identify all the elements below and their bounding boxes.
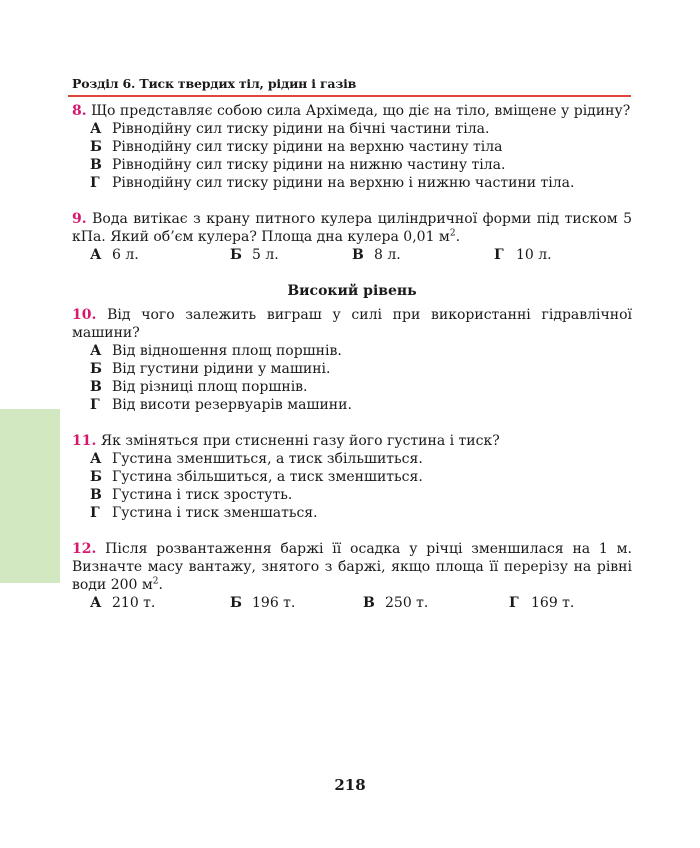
page-content (72, 102, 632, 612)
option-g: Г Від висоти резервуарів машини. (90, 397, 352, 413)
question-8 (72, 102, 632, 192)
option-b: Б Від густини рідини у машині. (90, 361, 331, 377)
question-text: Від чого залежить виграш у силі при використанні гідравлічної машини? (72, 307, 632, 341)
page-number: 218 (334, 776, 366, 794)
option-g: Г 169 т. (509, 595, 575, 611)
option-v: В 250 т. (363, 595, 429, 611)
question-number: 11. (72, 433, 97, 449)
option-a: А Рівнодійну сил тиску рідини на бічні частини тіла. (90, 121, 490, 137)
header-divider (68, 95, 631, 97)
option-v: В Від різниці площ поршнів. (90, 379, 308, 395)
question-text: Як зміняться при стисненні газу його густина і тиск? (100, 433, 500, 449)
option-g: Г Рівнодійну сил тиску рідини на верхню і нижню частини тіла. (90, 175, 575, 191)
option-v: В Рівнодійну сил тиску рідини на нижню частину тіла. (90, 157, 506, 173)
question-number: 8. (72, 103, 87, 119)
question-text: Вода витікає з крану питного кулера циліндричної форми під тиском 5 кПа. Який об’єм кулера? Площа дна кулера 0,01 м (72, 211, 632, 245)
question-9: 9. Вода витікає з крану питного кулера циліндричної форми під тиском 5 кПа. Який об’єм кулера? Площа дна кулера 0,01 $м^2$. А 6 л. Б 5 л. В 8 л. Г 10 л. (72, 211, 632, 263)
option-b: Б 5 л. (230, 247, 279, 263)
question-number: 9. (72, 211, 87, 227)
question-text: Після розвантаження баржі її осадка у річці зменшилася на 1 м. Визначте масу вантажу, знятого з баржі, якщо площа її перерізу на рівні води 200 м (72, 541, 632, 593)
option-a: А 210 т. (90, 595, 156, 611)
option-v: В 8 л. (352, 247, 401, 263)
section-title: Високий рівень (287, 283, 417, 299)
chapter-header: Розділ 6. Тиск твердих тіл, рідин і газів (72, 76, 357, 91)
question-12: 12. Після розвантаження баржі її осадка у річці зменшилася на 1 м. Визначте масу вантажу, знятого з баржі, якщо площа її перерізу на рівні води 200 $м^2$. А 210 т. Б 196 т. В 250 т. Г 169 т. (72, 541, 632, 611)
option-b: Б Густина збільшиться, а тиск зменшиться. (90, 469, 423, 485)
option-b: Б Рівнодійну сил тиску рідини на верхню частину тіла (90, 139, 503, 155)
answer-row (72, 246, 632, 264)
question-number: 12. (72, 541, 97, 557)
question-text: Що представляє собою сила Архімеда, що діє на тіло, вміщене у рідину? (91, 103, 631, 119)
question-number: 10. (72, 307, 97, 323)
option-v: В Густина і тиск зростуть. (90, 487, 293, 503)
option-a: А Від відношення площ поршнів. (90, 343, 342, 359)
question-11 (72, 432, 632, 522)
side-color-tab (0, 409, 60, 583)
option-g: Г Густина і тиск зменшаться. (90, 505, 318, 521)
option-g: Г 10 л. (494, 247, 552, 263)
option-a: А 6 л. (90, 247, 139, 263)
answer-row (72, 594, 632, 612)
option-b: Б 196 т. (230, 595, 296, 611)
option-a: А Густина зменшиться, а тиск збільшиться. (90, 451, 423, 467)
question-10 (72, 306, 632, 414)
